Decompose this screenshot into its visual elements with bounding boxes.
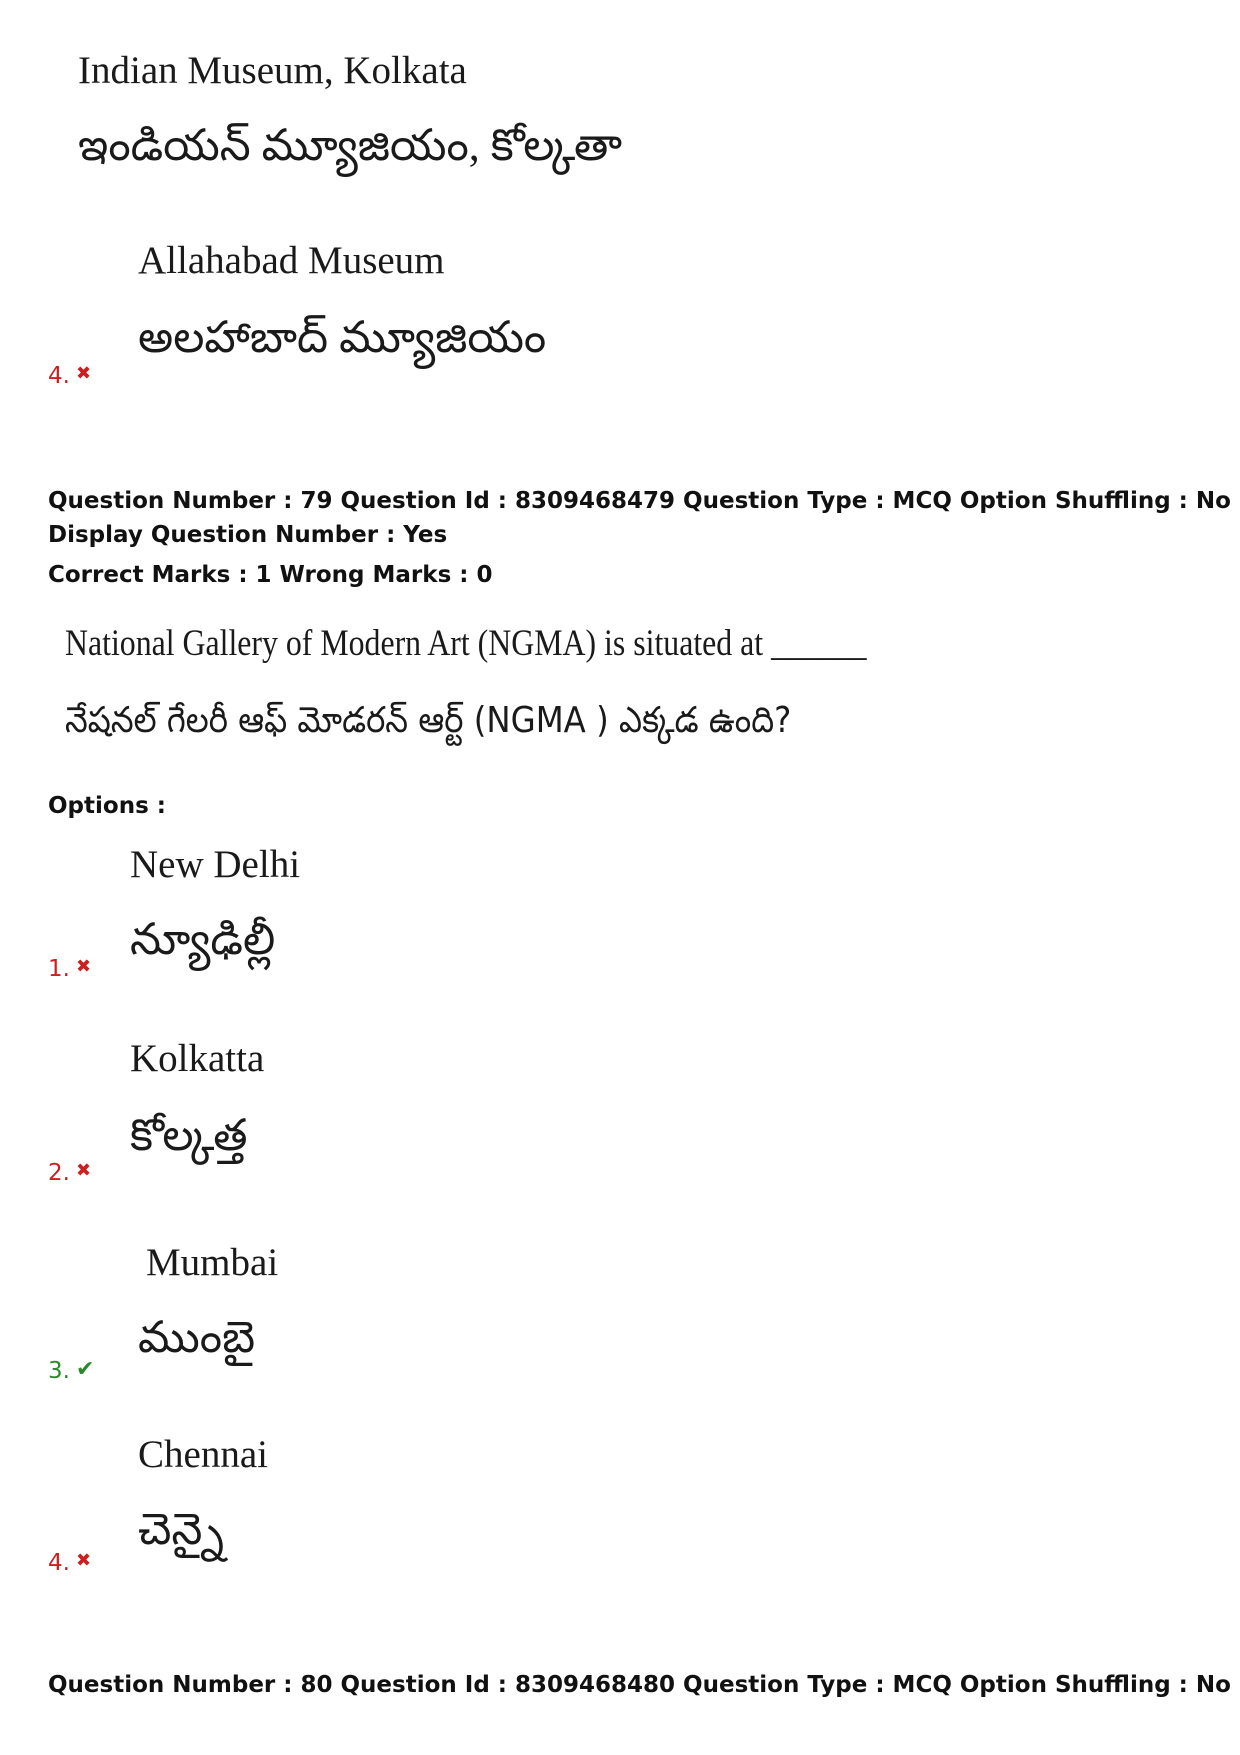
option-number: 4. [48, 1550, 70, 1576]
option1-text-en: New Delhi [130, 843, 301, 886]
prev-option4-text-en: Allahabad Museum [138, 239, 445, 282]
option3-text-te: ముంబై [138, 1313, 256, 1362]
checkmark-icon: ✔ [75, 1357, 95, 1382]
option3-text-en: Mumbai [146, 1241, 279, 1284]
cross-icon: ✖ [75, 363, 92, 384]
prev-option3-text-en: Indian Museum, Kolkata [78, 49, 467, 92]
prev-option4-text-te: అలహాబాద్ మ్యూజియం [138, 313, 547, 362]
question-header: Question Number : 79 Question Id : 8309468479 Question Type : MCQ Option Shuffling : No [48, 488, 1231, 514]
option-number: 1. [48, 956, 70, 982]
options-label: Options : [48, 793, 166, 819]
prev-option3-text-te: ఇండియన్ మ్యూజియం, కోల్కతా [78, 121, 623, 170]
option-number: 2. [48, 1160, 70, 1186]
option3-number [48, 1358, 94, 1384]
option2-text-te: కోల్కత్త [130, 1111, 248, 1160]
question-text-en: National Gallery of Modern Art (NGMA) is situated at ______ [65, 623, 867, 664]
cross-icon: ✖ [75, 1160, 92, 1181]
option4-text-te: చెన్నై [138, 1505, 224, 1554]
display-question-number: Display Question Number : Yes [48, 522, 448, 548]
question-text-te: నేషనల్ గేలరీ ఆఫ్ మోడరన్ ఆర్ట్ (NGMA ) ఎక్కడ ఉంది? [65, 700, 792, 741]
cross-icon: ✖ [75, 1550, 92, 1571]
option4-number [48, 1550, 91, 1576]
cross-icon: ✖ [75, 956, 92, 977]
option-number: 4. [48, 363, 70, 389]
option1-text-te: న్యూఢిల్లీ [130, 915, 276, 964]
next-question-header: Question Number : 80 Question Id : 8309468480 Question Type : MCQ Option Shuffling : No [48, 1672, 1231, 1698]
marks-line: Correct Marks : 1 Wrong Marks : 0 [48, 562, 493, 588]
option1-number [48, 956, 91, 982]
option2-number [48, 1160, 91, 1186]
option-number: 3. [48, 1358, 70, 1384]
option2-text-en: Kolkatta [130, 1037, 265, 1080]
prev-option4-number [48, 363, 91, 389]
option4-text-en: Chennai [138, 1433, 268, 1476]
